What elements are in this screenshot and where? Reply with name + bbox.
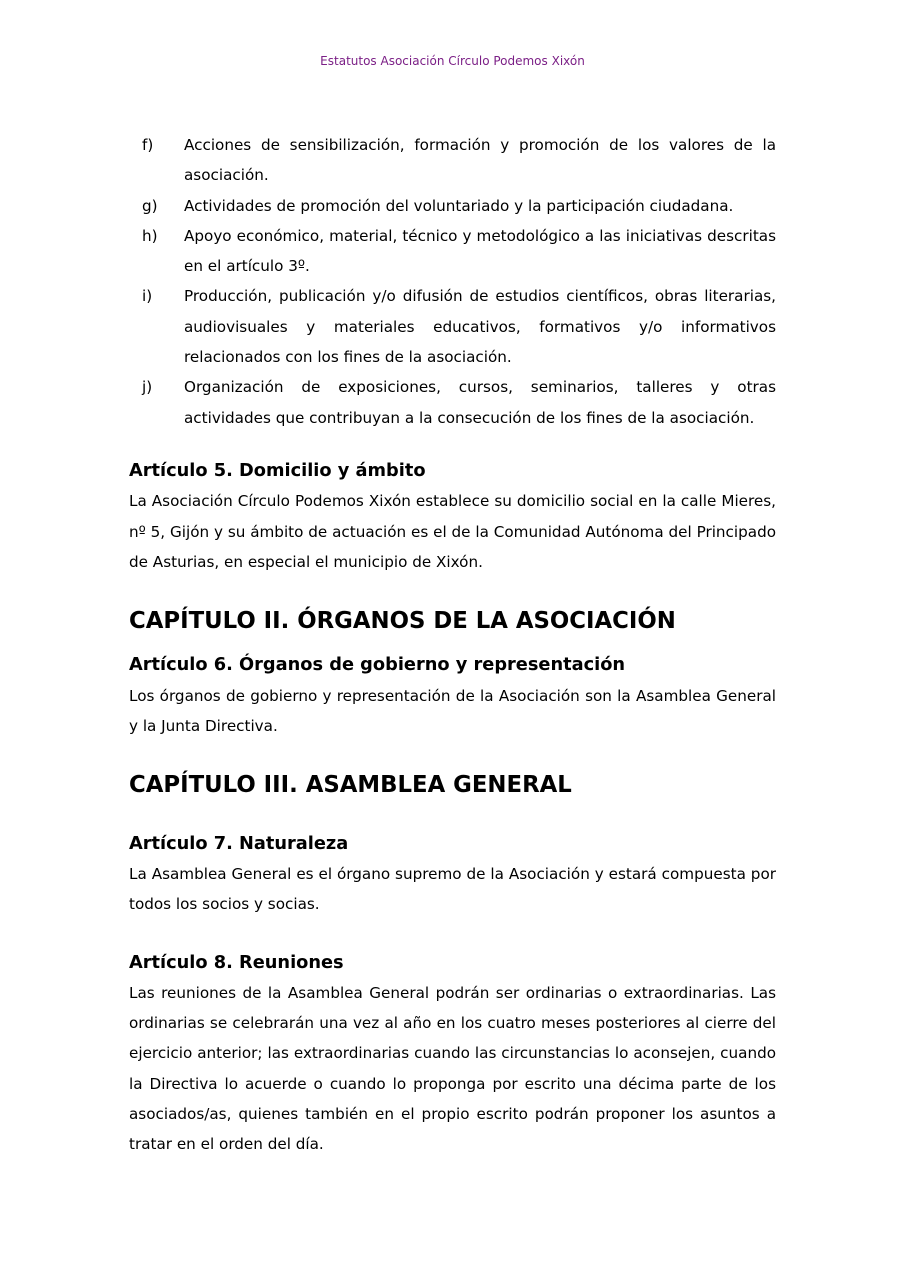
list-marker: g) <box>142 196 158 215</box>
list-item <box>129 130 776 191</box>
list-marker: j) <box>142 378 153 397</box>
activities-list <box>129 130 776 433</box>
list-marker: i) <box>142 287 153 306</box>
chapter-2-title: CAPÍTULO II. ÓRGANOS DE LA ASOCIACIÓN <box>129 608 676 635</box>
chapter-3-title: CAPÍTULO III. ASAMBLEA GENERAL <box>129 772 572 799</box>
list-item <box>129 281 776 372</box>
list-item <box>129 221 776 282</box>
list-text: Organización de exposiciones, cursos, seminarios, talleres y otras actividades que contribuyan a la consecución de los fines de la asociación. <box>184 378 776 427</box>
article-7-title: Artículo 7. Naturaleza <box>129 832 349 854</box>
list-item <box>129 191 776 221</box>
page-header: Estatutos Asociación Círculo Podemos Xixón <box>320 54 585 68</box>
article-8-title: Artículo 8. Reuniones <box>129 951 344 973</box>
list-marker: f) <box>142 136 154 154</box>
list-text: Apoyo económico, material, técnico y metodológico a las iniciativas descritas en el artículo 3º. <box>184 226 776 276</box>
document-body <box>129 130 776 1160</box>
article-6-text: Los órganos de gobierno y representación de la Asociación son la Asamblea General y la Junta Directiva. <box>129 686 776 736</box>
article-5-title: Artículo 5. Domicilio y ámbito <box>129 459 426 481</box>
list-text: Actividades de promoción del voluntariado y la participación ciudadana. <box>184 196 734 215</box>
list-text: Producción, publicación y/o difusión de estudios científicos, obras literarias, audiovisuales y materiales educativos, formativos y/o informativos relacionados con los fines de la asociación. <box>184 287 776 367</box>
list-text: Acciones de sensibilización, formación y promoción de los valores de la asociación. <box>184 136 776 185</box>
list-marker: h) <box>142 226 158 245</box>
article-5-text: La Asociación Círculo Podemos Xixón establece su domicilio social en la calle Mieres, nº 5, Gijón y su ámbito de actuación es el de la Comunidad Autónoma del Principado de Asturias, en especial el municipio de Xixón. <box>129 492 776 571</box>
article-6-title: Artículo 6. Órganos de gobierno y representación <box>129 654 626 676</box>
article-7-text: La Asamblea General es el órgano supremo de la Asociación y estará compuesta por todos los socios y socias. <box>129 864 776 914</box>
list-item <box>129 372 776 433</box>
article-8-text: Las reuniones de la Asamblea General podrán ser ordinarias o extraordinarias. Las ordinarias se celebrarán una vez al año en los cuatro meses posteriores al cierre del ejercicio anterior; las extraordinarias cuando las circunstancias lo aconsejen, cuando la Directiva lo acuerde o cuando lo proponga por escrito una décima parte de los asociados/as, quienes también en el propio escrito podrán proponer los asuntos a tratar en el orden del día. <box>129 983 776 1154</box>
